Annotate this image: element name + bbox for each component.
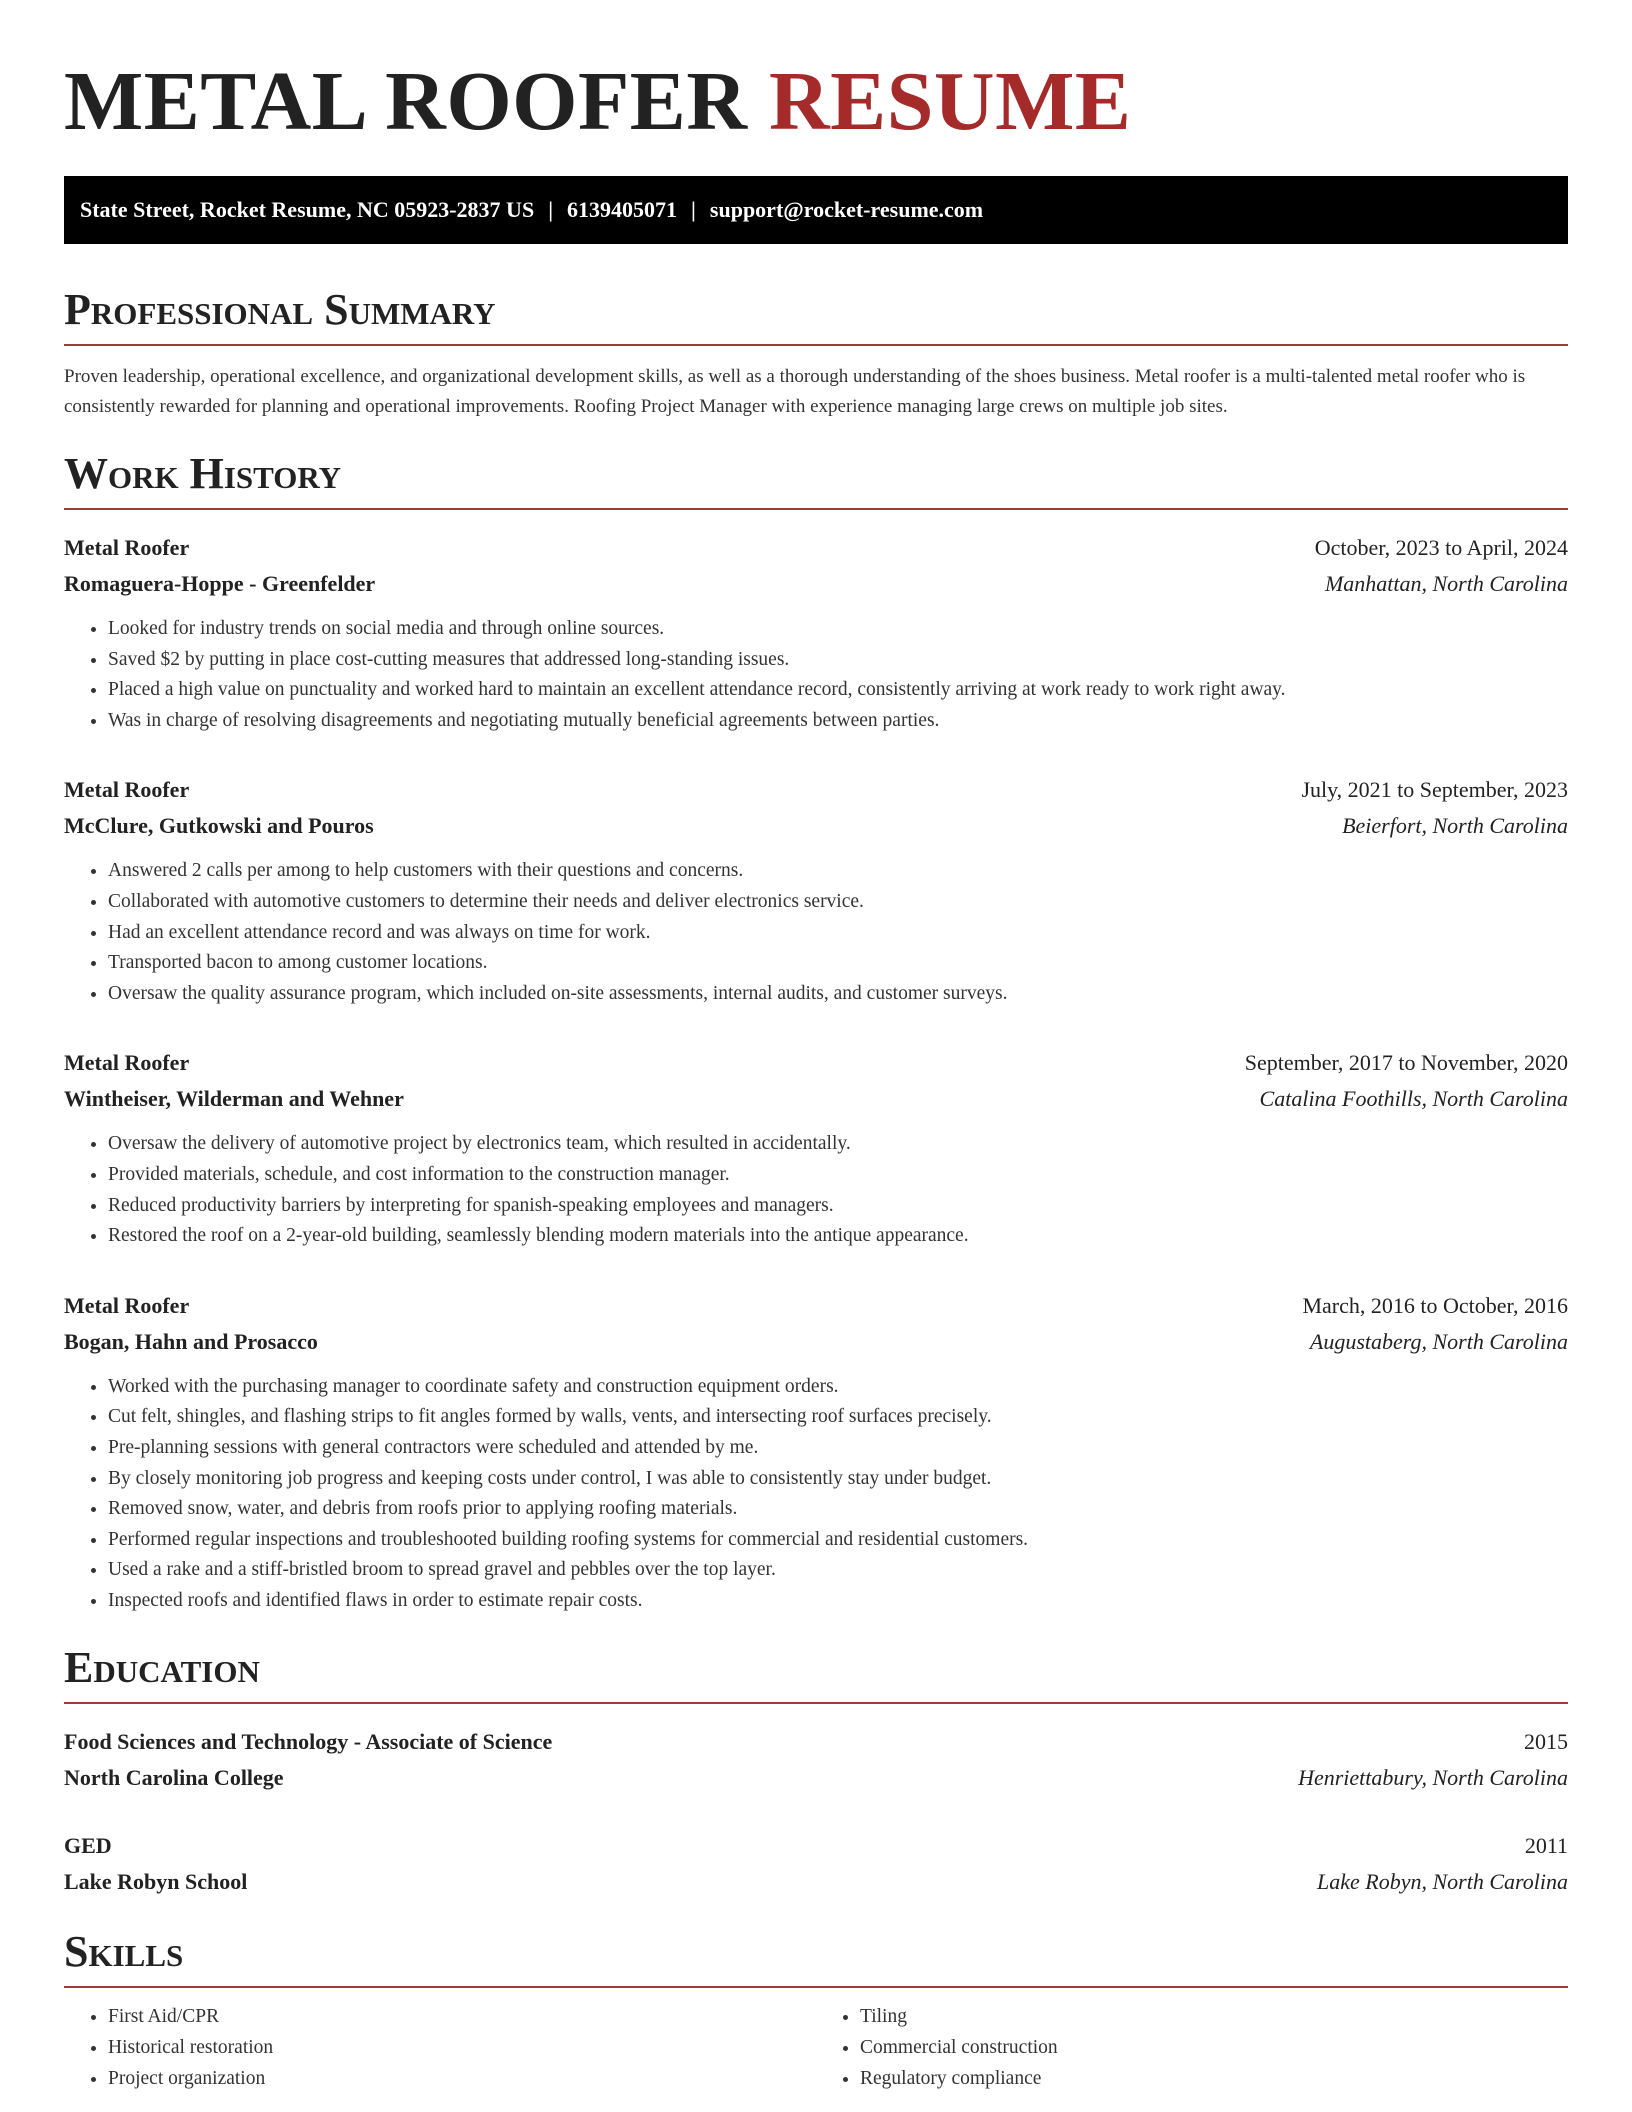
contact-phone: 6139405071: [567, 197, 678, 222]
contact-address: State Street, Rocket Resume, NC 05923-2837 US: [80, 197, 535, 222]
skills-columns: [64, 2002, 1568, 2094]
job-header-row: [64, 1288, 1568, 1324]
education-section: [64, 1642, 1568, 1900]
contact-email[interactable]: support@rocket-resume.com: [709, 197, 984, 222]
work-history-section: [64, 448, 1568, 1616]
education-entry: [64, 1828, 1568, 1900]
list-item: • Regulatory compliance: [860, 2064, 1568, 2095]
job-location: Beierfort, North Carolina: [1342, 813, 1568, 839]
list-item: • Historical restoration: [108, 2033, 816, 2064]
job-company-row: [64, 566, 1568, 602]
list-item: • Placed a high value on punctuality and worked hard to maintain an excellent attendance record, consistently arriving at work ready to work right away.: [108, 675, 1568, 706]
list-item: • By closely monitoring job progress and keeping costs under control, I was able to consistently stay under budget.: [108, 1464, 1568, 1495]
list-item: • Oversaw the delivery of automotive project by electronics team, which resulted in accidentally.: [108, 1129, 1568, 1160]
list-item: • Had an excellent attendance record and was always on time for work.: [108, 918, 1568, 949]
skills-list-right: [816, 2002, 1568, 2094]
skills-list-left: [64, 2002, 816, 2094]
summary-section: [64, 284, 1568, 422]
work-history-heading: Work History: [64, 448, 1568, 510]
job-bullets: [64, 614, 1568, 736]
job-company-row: [64, 808, 1568, 844]
education-degree-row: [64, 1828, 1568, 1864]
job-bullets: [64, 1372, 1568, 1617]
skills-heading: Skills: [64, 1926, 1568, 1988]
list-item: • Collaborated with automotive customers to determine their needs and deliver electronics service.: [108, 887, 1568, 918]
education-school-row: [64, 1864, 1568, 1900]
education-entry: [64, 1724, 1568, 1796]
list-item: • Transported bacon to among customer locations.: [108, 948, 1568, 979]
education-year: 2015: [1524, 1729, 1568, 1755]
summary-heading: Professional Summary: [64, 284, 1568, 346]
education-location: Lake Robyn, North Carolina: [1317, 1869, 1568, 1895]
job-title: Metal Roofer: [64, 1292, 190, 1318]
job-company: Bogan, Hahn and Prosacco: [64, 1328, 318, 1354]
job-header-row: [64, 1045, 1568, 1081]
list-item: • Reduced productivity barriers by interpreting for spanish-speaking employees and managers.: [108, 1191, 1568, 1222]
contact-bar: [64, 176, 1568, 244]
list-item: • Oversaw the quality assurance program, which included on-site assessments, internal audits, and customer surveys.: [108, 979, 1568, 1010]
job-entry: [64, 530, 1568, 736]
list-item: • Commercial construction: [860, 2033, 1568, 2064]
job-location: Manhattan, North Carolina: [1324, 571, 1568, 596]
list-item: • Project organization: [108, 2064, 816, 2095]
education-heading: Education: [64, 1642, 1568, 1704]
job-entry: [64, 1045, 1568, 1251]
education-year: 2011: [1524, 1833, 1568, 1859]
list-item: • Inspected roofs and identified flaws in order to estimate repair costs.: [108, 1586, 1568, 1617]
list-item: • Used a rake and a stiff-bristled broom to spread gravel and pebbles over the top layer.: [108, 1555, 1568, 1586]
job-title: Metal Roofer: [64, 535, 190, 560]
list-item: • Answered 2 calls per among to help customers with their questions and concerns.: [108, 856, 1568, 887]
skills-section: [64, 1926, 1568, 2094]
job-company: Wintheiser, Wilderman and Wehner: [64, 1086, 404, 1112]
job-location: Catalina Foothills, North Carolina: [1259, 1086, 1568, 1112]
job-bullets: [64, 856, 1568, 1009]
job-location: Augustaberg, North Carolina: [1309, 1328, 1568, 1354]
education-degree: Food Sciences and Technology - Associate of Science: [64, 1729, 553, 1755]
list-item: • Performed regular inspections and troubleshooted building roofing systems for commercial and residential customers.: [108, 1525, 1568, 1556]
job-dates: September, 2017 to November, 2020: [1244, 1050, 1568, 1076]
education-degree: GED: [64, 1833, 112, 1859]
list-item: • Was in charge of resolving disagreements and negotiating mutually beneficial agreements between parties.: [108, 706, 1568, 737]
job-entry: [64, 1288, 1568, 1617]
list-item: • Looked for industry trends on social media and through online sources.: [108, 614, 1568, 645]
job-company: McClure, Gutkowski and Pouros: [64, 813, 374, 839]
job-header-row: [64, 530, 1568, 566]
contact-separator: |: [691, 197, 696, 222]
job-dates: July, 2021 to September, 2023: [1301, 777, 1568, 803]
list-item: • Worked with the purchasing manager to coordinate safety and construction equipment orders.: [108, 1372, 1568, 1403]
job-header-row: [64, 772, 1568, 808]
job-dates: March, 2016 to October, 2016: [1302, 1292, 1568, 1318]
job-company-row: [64, 1324, 1568, 1360]
title-main: METAL ROOFER: [64, 55, 748, 148]
job-company: Romaguera-Hoppe - Greenfelder: [64, 571, 376, 596]
education-school: Lake Robyn School: [64, 1869, 248, 1895]
title-accent: RESUME: [769, 55, 1132, 148]
job-bullets: [64, 1129, 1568, 1251]
list-item: • Restored the roof on a 2-year-old building, seamlessly blending modern materials into the antique appearance.: [108, 1221, 1568, 1252]
list-item: • Saved $2 by putting in place cost-cutting measures that addressed long-standing issues.: [108, 645, 1568, 676]
list-item: • Cut felt, shingles, and flashing strips to fit angles formed by walls, vents, and intersecting roof surfaces precisely.: [108, 1402, 1568, 1433]
job-dates: October, 2023 to April, 2024: [1314, 535, 1568, 560]
job-title: Metal Roofer: [64, 777, 190, 803]
education-degree-row: [64, 1724, 1568, 1760]
list-item: • Provided materials, schedule, and cost information to the construction manager.: [108, 1160, 1568, 1191]
list-item: • Pre-planning sessions with general contractors were scheduled and attended by me.: [108, 1433, 1568, 1464]
list-item: • Tiling: [860, 2002, 1568, 2033]
job-company-row: [64, 1081, 1568, 1117]
resume-title: [64, 52, 1568, 152]
list-item: • Removed snow, water, and debris from roofs prior to applying roofing materials.: [108, 1494, 1568, 1525]
summary-text: Proven leadership, operational excellence, and organizational development skills, as well as a thorough understanding of the shoes business. Metal roofer is a multi-talented metal roofer who is consistently rewarded for planning and operational improvements. Roofing Project Manager with experience managing large crews on multiple job sites.: [64, 366, 1526, 417]
education-school-row: [64, 1760, 1568, 1796]
contact-separator: |: [548, 197, 554, 222]
job-title: Metal Roofer: [64, 1050, 190, 1076]
job-entry: [64, 772, 1568, 1009]
education-school: North Carolina College: [64, 1765, 284, 1791]
education-location: Henriettabury, North Carolina: [1298, 1765, 1568, 1791]
list-item: • First Aid/CPR: [108, 2002, 816, 2033]
